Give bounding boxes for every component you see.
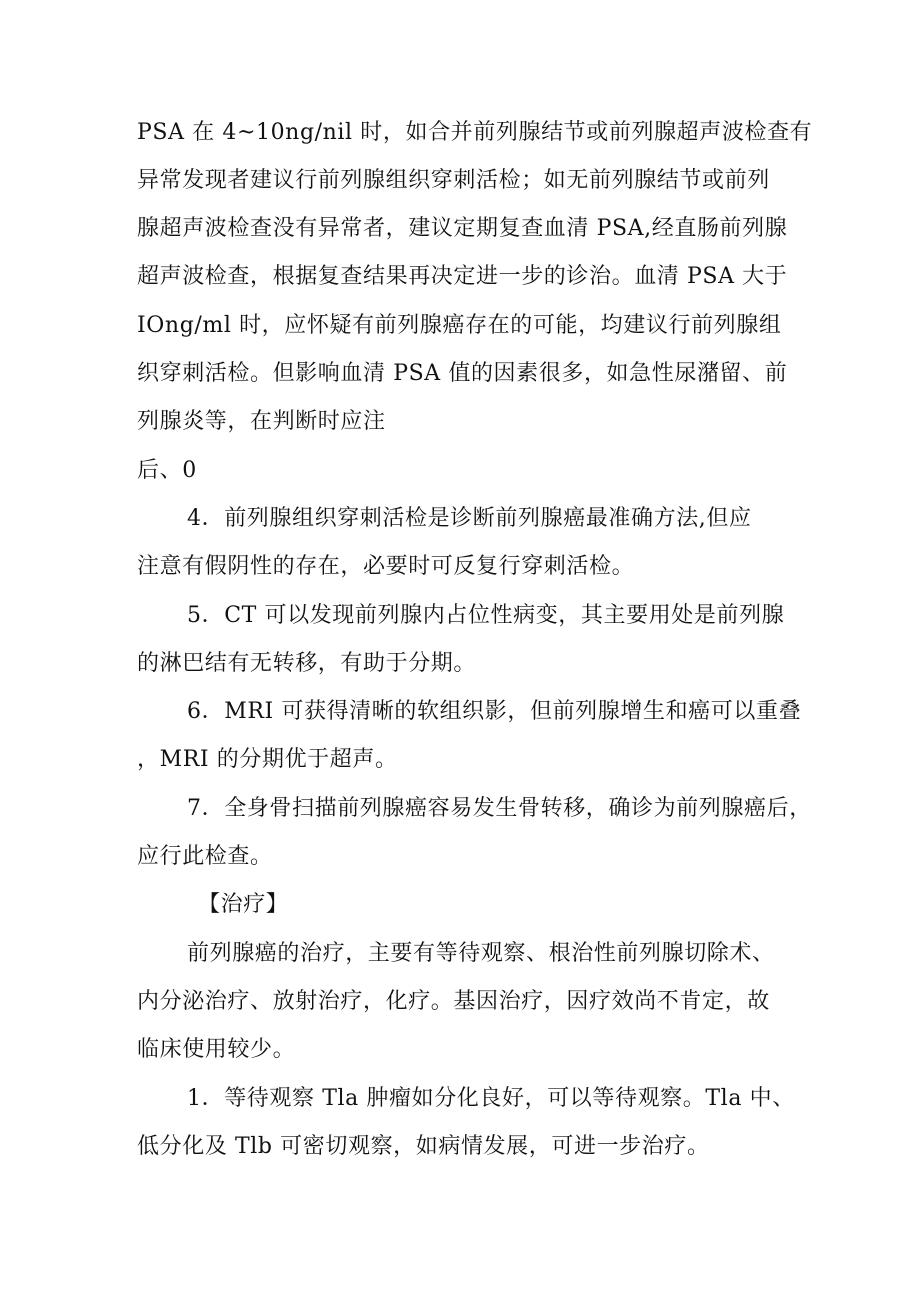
list-item-1: 1．等待观察 Tla 肿瘤如分化良好，可以等待观察。Tla 中、 (187, 1086, 795, 1111)
text-line: 的淋巴结有无转移，有助于分期。 (137, 651, 477, 676)
list-item-6: 6．MRI 可获得清晰的软组织影，但前列腺增生和癌可以重叠 (187, 699, 802, 724)
list-item-5: 5．CT 可以发现前列腺内占位性病变，其主要用处是前列腺 (187, 603, 785, 628)
text-line: 后、0 (137, 458, 197, 483)
text-line: PSA 在 4~10ng/nil 时，如合并前列腺结节或前列腺超声波检查有 (137, 120, 813, 145)
text-line: 异常发现者建议行前列腺组织穿刺活检；如无前列腺结节或前列 (137, 168, 770, 193)
list-item-7: 7．全身骨扫描前列腺癌容易发生骨转移，确诊为前列腺癌后， (187, 796, 812, 821)
text-line: 低分化及 Tlb 可密切观察，如病情发展，可进一步治疗。 (137, 1134, 710, 1159)
text-line: 应行此检查。 (137, 844, 273, 869)
text-line: 注意有假阴性的存在，必要时可反复行穿刺活检。 (137, 554, 635, 579)
text-line: 内分泌治疗、放射治疗，化疗。基因治疗，因疗效尚不肯定，故 (137, 989, 770, 1014)
text-line: 超声波检查，根据复查结果再决定进一步的诊治。血清 PSA 大于 (137, 264, 788, 289)
text-line: IOng/ml 时，应怀疑有前列腺癌存在的可能，均建议行前列腺组 (137, 313, 782, 338)
section-heading: 【治疗】 (198, 892, 289, 917)
text-line: 临床使用较少。 (137, 1037, 296, 1062)
text-line: ，MRI 的分期优于超声。 (137, 747, 398, 772)
text-line: 列腺炎等，在判断时应注 (137, 409, 386, 434)
list-item-4: 4．前列腺组织穿刺活检是诊断前列腺癌最准确方法,但应 (187, 506, 752, 531)
paragraph-start: 前列腺癌的治疗，主要有等待观察、根治性前列腺切除术、 (187, 941, 775, 966)
text-line: 织穿刺活检。但影响血清 PSA 值的因素很多，如急性尿潴留、前 (137, 361, 788, 386)
text-line: 腺超声波检查没有异常者，建议定期复查血清 PSA,经直肠前列腺 (137, 216, 788, 241)
